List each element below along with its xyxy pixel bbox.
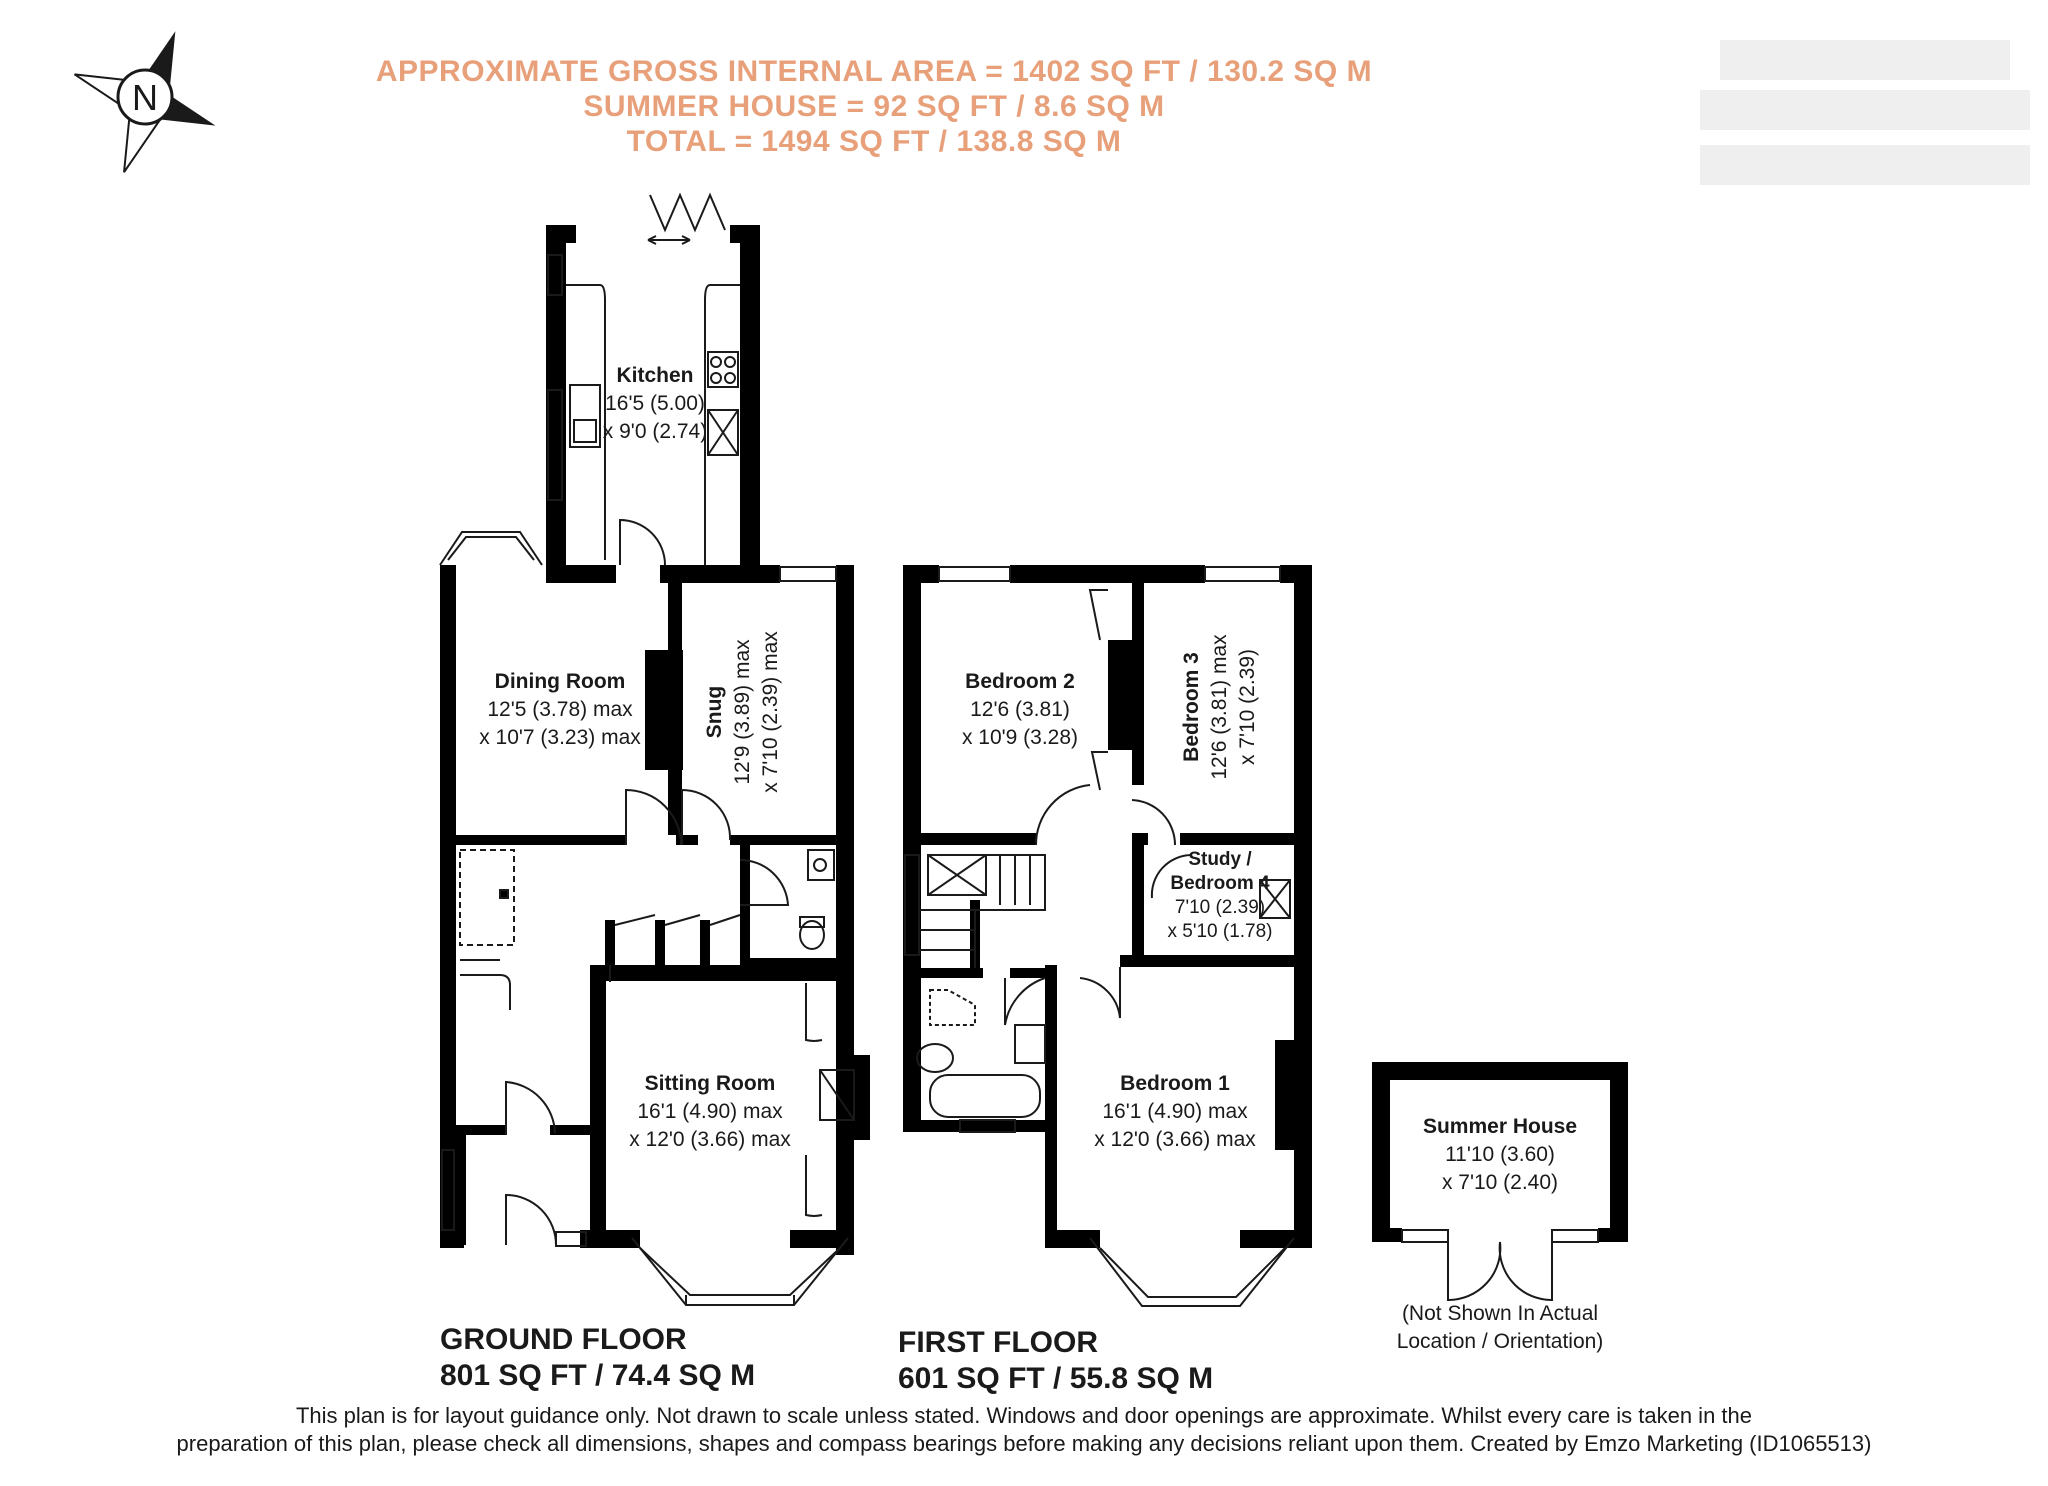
gross-area-heading: APPROXIMATE GROSS INTERNAL AREA = 1402 SQ FT / 130.2 SQ M: [375, 55, 1373, 88]
compass-label: N: [132, 77, 158, 118]
room-label-sitting-room: [610, 1070, 810, 1154]
sitting-dim1: 16'1 (4.90) max: [637, 1100, 783, 1123]
first-floor-caption: [898, 1325, 1213, 1397]
study-dim1: 7'10 (2.39): [1174, 897, 1266, 918]
bedroom1-dim2: x 12'0 (3.66) max: [1094, 1128, 1256, 1151]
dining-dim2: x 10'7 (3.23) max: [479, 726, 641, 749]
room-label-bedroom-2: [930, 668, 1110, 752]
kitchen-dim1: 16'5 (5.00): [605, 392, 705, 415]
room-label-dining-room: [460, 668, 660, 752]
snug-name: Snug: [703, 685, 726, 739]
ground-floor-area: 801 SQ FT / 74.4 SQ M: [440, 1359, 756, 1392]
summer-house-area-heading: SUMMER HOUSE = 92 SQ FT / 8.6 SQ M: [583, 90, 1165, 123]
room-label-summer-house: [1400, 1113, 1600, 1197]
summer-note-line2: Location / Orientation): [1396, 1330, 1604, 1353]
kitchen-name: Kitchen: [616, 364, 694, 387]
room-label-study-bedroom-4: [1145, 848, 1295, 944]
dining-dim1: 12'5 (3.78) max: [487, 698, 633, 721]
ground-floor-caption: [440, 1322, 755, 1394]
room-label-snug: [701, 612, 785, 812]
bedroom1-name: Bedroom 1: [1120, 1072, 1230, 1095]
summer-dim1: 11'10 (3.60): [1445, 1143, 1555, 1166]
bedroom3-dim1: 12'6 (3.81) max: [1208, 634, 1231, 780]
bedroom2-dim1: 12'6 (3.81): [970, 698, 1070, 721]
room-label-kitchen: [580, 362, 730, 446]
summer-name: Summer House: [1422, 1115, 1578, 1138]
bedroom1-dim1: 16'1 (4.90) max: [1102, 1100, 1248, 1123]
kitchen-dim2: x 9'0 (2.74): [602, 420, 708, 443]
summer-house-note: [1360, 1300, 1640, 1356]
sitting-dim2: x 12'0 (3.66) max: [629, 1128, 791, 1151]
study-name1: Study /: [1188, 849, 1252, 870]
ground-floor-title: GROUND FLOOR: [440, 1323, 687, 1356]
total-area-heading: TOTAL = 1494 SQ FT / 138.8 SQ M: [626, 125, 1122, 158]
study-dim2: x 5'10 (1.78): [1167, 921, 1273, 942]
room-label-bedroom-3: [1178, 607, 1262, 807]
sitting-name: Sitting Room: [644, 1072, 776, 1095]
bedroom3-dim2: x 7'10 (2.39): [1236, 648, 1259, 766]
disclaimer-line-2: preparation of this plan, please check all dimensions, shapes and compass bearings before making any decisions reliant upon them. Created by Emzo Marketing (ID1065513): [176, 1431, 1872, 1456]
first-floor-area: 601 SQ FT / 55.8 SQ M: [898, 1362, 1214, 1395]
snug-dim1: 12'9 (3.89) max: [731, 639, 754, 785]
first-floor-title: FIRST FLOOR: [898, 1326, 1098, 1359]
room-label-bedroom-1: [1075, 1070, 1275, 1154]
snug-dim2: x 7'10 (2.39) max: [759, 631, 782, 793]
disclaimer-line-1: This plan is for layout guidance only. Not drawn to scale unless stated. Windows and door openings are approximate. Whilst every care is taken in the: [295, 1403, 1753, 1428]
dining-name: Dining Room: [494, 670, 626, 693]
bedroom2-dim2: x 10'9 (3.28): [961, 726, 1079, 749]
bedroom2-name: Bedroom 2: [965, 670, 1075, 693]
bedroom3-name: Bedroom 3: [1180, 652, 1203, 762]
summer-note-line1: (Not Shown In Actual: [1401, 1302, 1599, 1325]
summer-dim2: x 7'10 (2.40): [1441, 1171, 1559, 1194]
study-name2: Bedroom 4: [1170, 873, 1270, 894]
